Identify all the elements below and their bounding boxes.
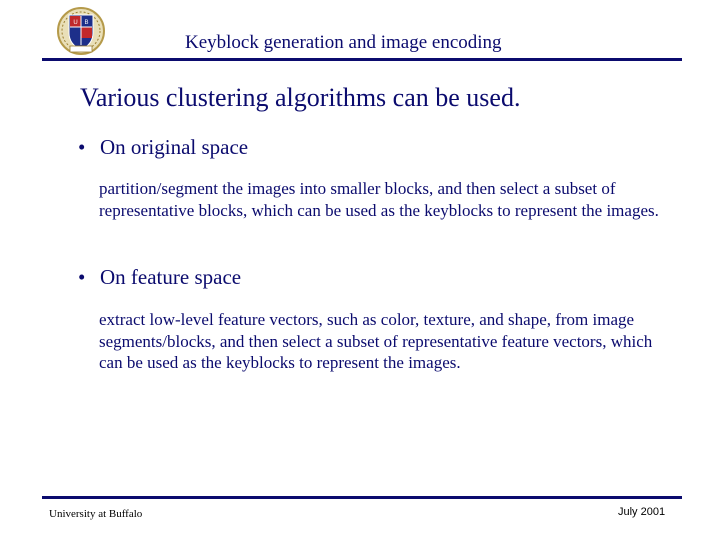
footer-date: July 2001 bbox=[618, 506, 666, 518]
bullet-description: extract low-level feature vectors, such as color, texture, and shape, from image segments/blocks, and then select a subset of representative feature vectors, which can be used as the keyblocks to represent the images. bbox=[99, 310, 653, 373]
bullet-description: partition/segment the images into smaller blocks, and then select a subset of representative blocks, which can be used as the keyblocks to represent the images. bbox=[99, 179, 659, 220]
bullet-item-feature-space bbox=[78, 264, 241, 290]
bullet-item-original-space bbox=[78, 134, 248, 160]
bullet-title: On original space bbox=[100, 135, 249, 159]
university-crest-icon bbox=[56, 5, 106, 57]
header-title: Keyblock generation and image encoding bbox=[185, 32, 502, 53]
bullet-icon: • bbox=[78, 135, 86, 159]
bullet-title: On feature space bbox=[100, 265, 242, 289]
slide-heading: Various clustering algorithms can be used. bbox=[80, 83, 521, 112]
svg-text:U: U bbox=[73, 20, 78, 26]
footer-divider bbox=[42, 496, 682, 499]
footer-institution: University at Buffalo bbox=[49, 508, 143, 520]
header-divider bbox=[42, 58, 682, 61]
svg-text:B: B bbox=[84, 20, 89, 26]
bullet-icon: • bbox=[78, 265, 86, 289]
